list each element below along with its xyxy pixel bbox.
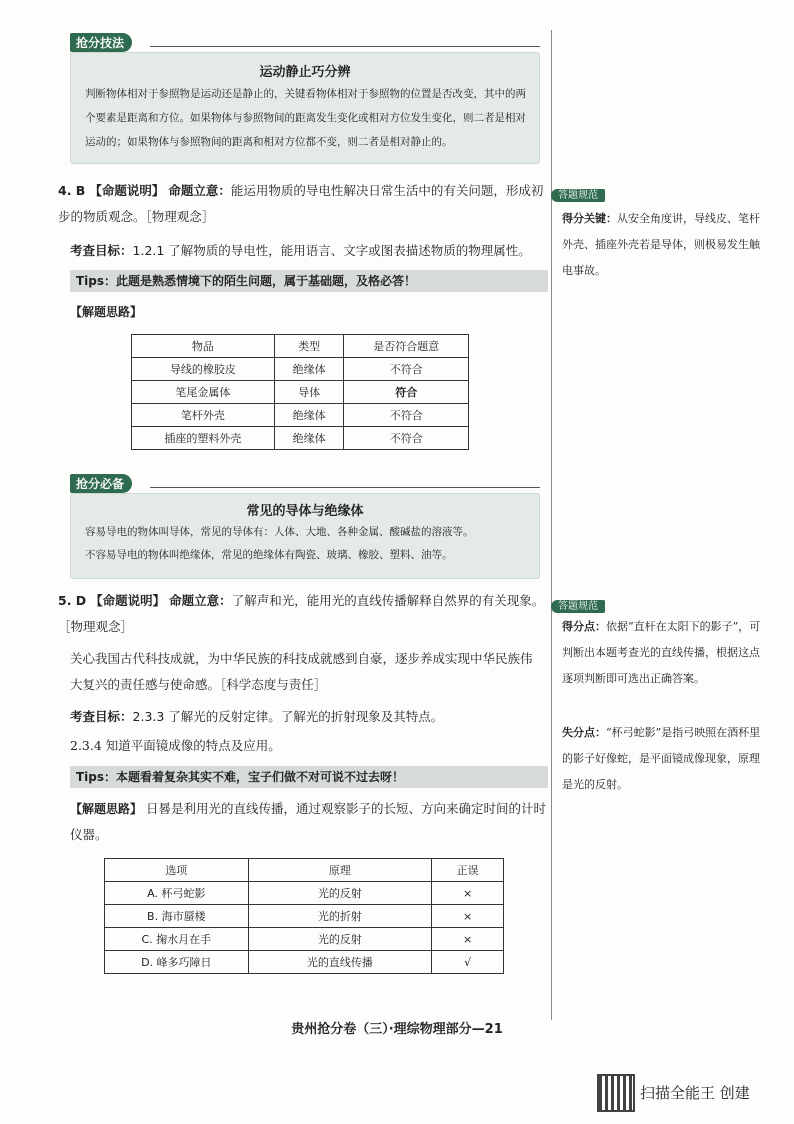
box2-title: 常见的导体与绝缘体 (246, 504, 364, 519)
q4-goal: 考查目标：1.2.1 了解物质的导电性，能用语言、文字或图表描述物质的物理属性。 (70, 243, 531, 258)
box1-tag: 抢分技法 (70, 32, 132, 52)
q4-side-note: 得分关键：从安全角度讲，导线皮、笔杆外壳、插座外壳若是导体，则极易发生触电事故。 (562, 212, 760, 277)
column-divider (551, 30, 552, 1020)
box2-tag: 抢分必备 (70, 473, 132, 493)
q5-side-tag: 答题规范 (551, 594, 605, 613)
table-row: 导线的橡胶皮 绝缘体 不符合 (132, 358, 469, 381)
q4-side-tag: 答题规范 (551, 183, 605, 202)
table-row: 插座的塑料外壳 绝缘体 不符合 (132, 427, 469, 450)
box1-body: 判断物体相对于参照物是运动还是静止的，关键看物体相对于参照物的位置是否改变，其中的两个要素是距离和方位。如果物体与参照物间的距离发生变化或相对方位发生变化，则二者是相对运动的；如果物体与参照物间的距离和相对方位都不变，则二者是相对静止的。 (85, 88, 526, 148)
box1-title: 运动静止巧分辨 (259, 65, 351, 80)
table-row: 笔尾金属体 导体 符合 (132, 381, 469, 404)
q5-table (104, 858, 504, 974)
q5-side-note1: 得分点：依据“直杆在太阳下的影子”，可判断出本题考查光的直线传播，根据这点逐项判断即可选出正确答案。 (562, 620, 761, 685)
box2-rule (150, 487, 540, 488)
table-row: D. 峰多巧障日 光的直线传播 √ (105, 951, 504, 974)
table-header-row: 物品 类型 是否符合题意 (132, 335, 469, 358)
table-row: C. 掬水月在手 光的反射 × (105, 928, 504, 951)
q5-attitude: 关心我国古代科技成就，为中华民族的科技成就感到自豪，逐步养成实现中华民族伟大复兴的责任感与使命感。［科学态度与责任］ (70, 651, 533, 692)
q5-goal2: 2.3.4 知道平面镜成像的特点及应用。 (70, 738, 281, 753)
q5-thinking: 【解题思路】 日晷是利用光的直线传播，通过观察影子的长短、方向来确定时间的计时仪器。 (70, 801, 547, 842)
page-footer: 贵州抢分卷（三）·理综物理部分—21 (291, 1022, 503, 1037)
q5-tips: Tips：本题看着复杂其实不难，宝子们做不对可说不过去呀！ (70, 766, 548, 788)
q4-table (131, 334, 469, 450)
q4-tips: Tips：此题是熟悉情境下的陌生问题，属于基础题，及格必答！ (70, 270, 548, 292)
box2-line2: 不容易导电的物体叫绝缘体，常见的绝缘体有陶瓷、玻璃、橡胶、塑料、油等。 (85, 549, 453, 561)
box1-rule (150, 46, 540, 47)
q5-intent: 5. D 【命题说明】 命题立意：了解声和光，能用光的直线传播解释自然界的有关现象。［物理观念］ (58, 593, 545, 634)
table-row: A. 杯弓蛇影 光的反射 × (105, 882, 504, 905)
box2-line1: 容易导电的物体叫导体，常见的导体有：人体、大地、各种金属、酸碱盐的溶液等。 (85, 526, 474, 538)
qr-code-icon (597, 1074, 635, 1112)
scanner-watermark: 扫描全能王 创建 (640, 1084, 750, 1102)
box2 (70, 493, 540, 579)
table-header-row: 选项 原理 正误 (105, 859, 504, 882)
q5-goal: 考查目标：2.3.3 了解光的反射定律。了解光的折射现象及其特点。 (70, 709, 444, 724)
table-row: B. 海市蜃楼 光的折射 × (105, 905, 504, 928)
box1 (70, 52, 540, 164)
table-row: 笔杆外壳 绝缘体 不符合 (132, 404, 469, 427)
q5-side-note2: 失分点：“杯弓蛇影”是指弓映照在酒杯里的影子好像蛇，是平面镜成像现象，原理是光的反射。 (562, 726, 761, 791)
q4-intent: 4. B 【命题说明】 命题立意：能运用物质的导电性解决日常生活中的有关问题，形成初步的物质观念。［物理观念］ (58, 183, 544, 224)
q4-thinking: 【解题思路】 (70, 305, 143, 319)
